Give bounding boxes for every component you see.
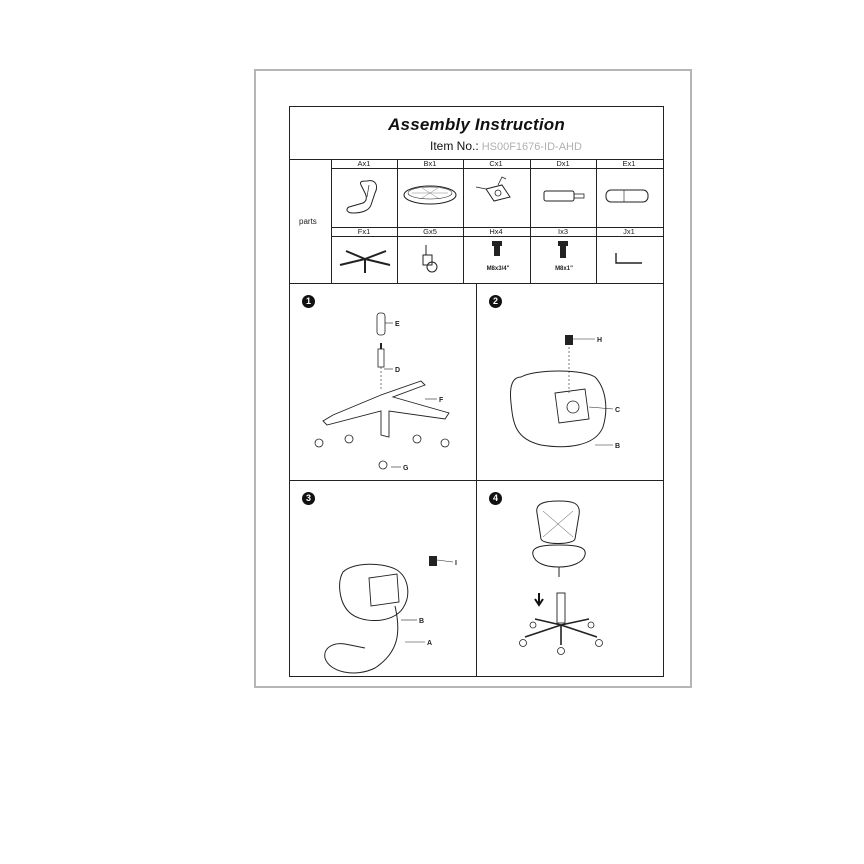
part-callout: G (403, 465, 409, 472)
part-label: Ax1 (357, 159, 371, 168)
caster-icon (418, 241, 442, 277)
seat-cushion-icon (402, 181, 460, 211)
part-callout: F (439, 397, 444, 404)
step-number: 2 (489, 295, 502, 308)
step-number: 1 (302, 295, 315, 308)
part-callout: D (395, 367, 401, 374)
star-base-icon (336, 243, 394, 277)
part-label: Hx4 (489, 227, 503, 236)
step-1-diagram (305, 307, 470, 477)
part-label: Jx1 (623, 227, 635, 236)
bolt-size-label: M8x3/4" (486, 266, 510, 272)
part-label: Fx1 (357, 227, 371, 236)
part-label: Bx1 (423, 159, 437, 168)
part-label: Ix3 (557, 227, 568, 236)
divider (397, 159, 398, 283)
part-callout: A (427, 640, 433, 647)
divider (596, 159, 597, 283)
allen-key-icon (612, 251, 648, 267)
divider (530, 159, 531, 283)
divider (331, 159, 332, 283)
item-number-value: HS00F1676-ID-AHD (481, 141, 582, 153)
item-number (430, 139, 582, 153)
instruction-frame (289, 106, 664, 677)
divider (331, 168, 663, 169)
gas-lift-icon (538, 187, 590, 207)
part-callout: I (455, 560, 457, 567)
part-label: Gx5 (423, 227, 437, 236)
bolt-icon (478, 239, 518, 281)
instruction-sheet (254, 69, 692, 688)
part-callout: B (419, 618, 425, 625)
part-label: Ex1 (622, 159, 636, 168)
part-callout: H (597, 337, 603, 344)
mechanism-plate-icon (472, 175, 522, 219)
divider (476, 283, 477, 677)
item-number-label: Item No.: (430, 139, 479, 153)
step-2-diagram (485, 307, 660, 477)
bolt-icon (544, 239, 584, 281)
part-callout: C (615, 407, 621, 414)
page-title: Assembly Instruction (388, 115, 565, 134)
divider (463, 159, 464, 283)
step-4-diagram (515, 497, 655, 672)
parts-row-label: parts (299, 217, 317, 226)
seat-back-frame-icon (345, 173, 385, 223)
part-callout: E (395, 321, 400, 328)
step-number: 3 (302, 492, 315, 505)
gas-lift-cover-icon (602, 187, 656, 207)
step-3-diagram (305, 502, 475, 677)
part-label: Cx1 (489, 159, 503, 168)
part-label: Dx1 (556, 159, 570, 168)
divider (331, 236, 663, 237)
step-number: 4 (489, 492, 502, 505)
bolt-size-label: M8x1" (555, 266, 573, 272)
part-callout: B (615, 443, 621, 450)
